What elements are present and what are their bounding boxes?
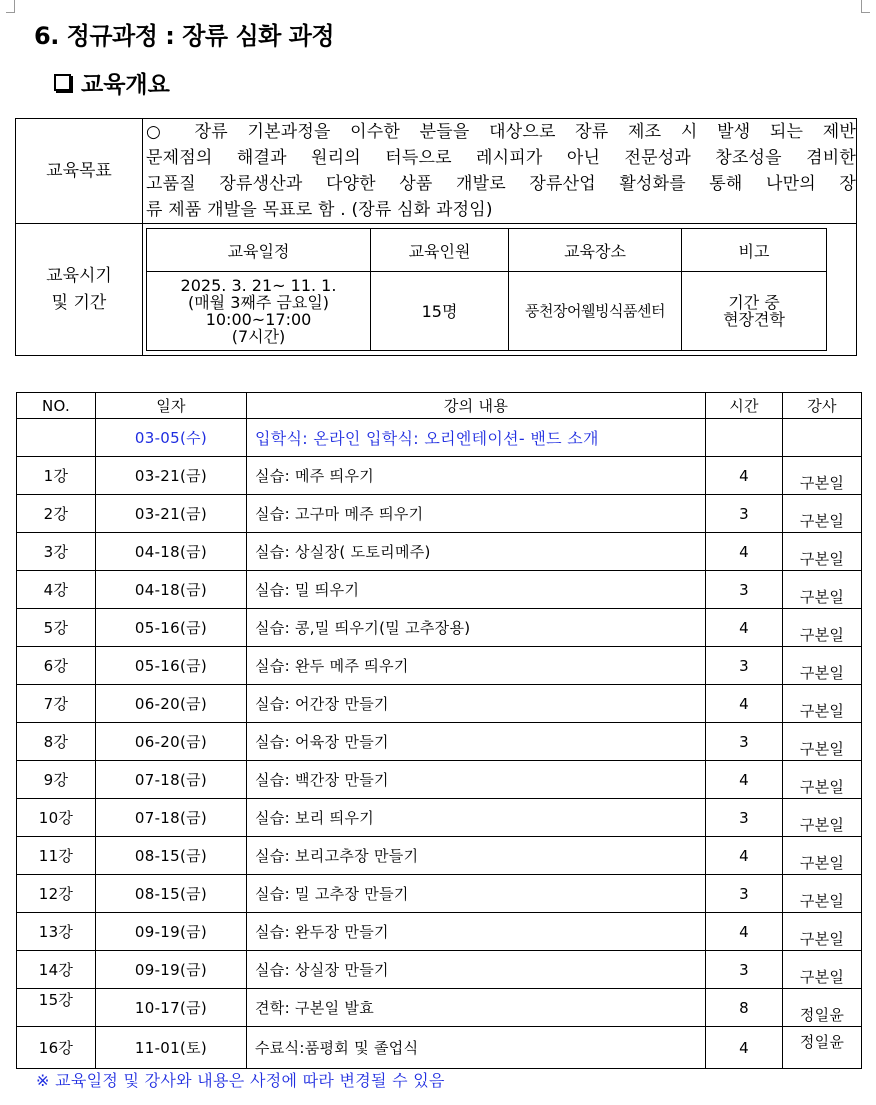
row-hours: 4 [706,457,783,495]
row-date: 11-01(토) [96,1027,247,1069]
row-date: 03-21(금) [96,495,247,533]
row-date: 10-17(금) [96,989,247,1027]
row-no: 13강 [17,913,96,951]
goal-line: 류 제품 개발을 목표로 함 . (장류 심화 과정임) [146,200,493,220]
goal-line: ○ 장류 기본과정을 이수한 분들을 대상으로 장류 제조 시 발생 되는 제반 [146,122,856,142]
row-instructor: 구본일 [783,799,862,837]
row-content: 견학: 구본일 발효 [247,989,706,1027]
period-label-line: 교육시기 [46,266,112,287]
header-no: NO. [17,393,96,419]
row-content: 실습: 밀 띄우기 [247,571,706,609]
row-hours: 8 [706,989,783,1027]
row-date: 08-15(금) [96,875,247,913]
row-no: 15강 [17,981,96,1019]
inner-header-location: 교육장소 [509,229,682,272]
row-instructor: 구본일 [783,685,862,723]
row-date: 07-18(금) [96,761,247,799]
row-date: 03-21(금) [96,457,247,495]
schedule-line: 10:00~17:00 [205,310,312,329]
table-row [17,495,862,533]
row-no: 16강 [17,1027,96,1069]
row-date: 04-18(금) [96,533,247,571]
row-hours: 4 [706,533,783,571]
table-row [17,799,862,837]
goal-text [143,119,857,224]
schedule-line: (매월 3째주 금요일) [187,293,330,312]
goal-line: 고품질 장류생산과 다양한 상품 개발로 장류산업 활성화를 통해 나만의 장 [146,174,856,194]
row-instructor: 구본일 [783,609,862,647]
row-date: 05-16(금) [96,609,247,647]
capacity-value: 15명 [371,272,509,351]
row-instructor: 구본일 [783,533,862,571]
overview-table [15,118,857,356]
orientation-row [17,419,862,457]
row-instructor: 구본일 [783,837,862,875]
row-instructor: 구본일 [783,875,862,913]
footnote: ※ 교육일정 및 강사와 내용은 사정에 따라 변경될 수 있음 [36,1071,445,1090]
header-content: 강의 내용 [247,393,706,419]
row-content: 실습: 어육장 만들기 [247,723,706,761]
period-label [16,224,143,356]
inner-header-remarks: 비고 [682,229,827,272]
table-row [17,761,862,799]
row-no: 3강 [17,533,96,571]
inner-header-schedule: 교육일정 [147,229,371,272]
row-no: 7강 [17,685,96,723]
period-cell [143,224,857,356]
table-row [17,951,862,989]
row-date: 09-19(금) [96,951,247,989]
row-content: 실습: 보리고추장 만들기 [247,837,706,875]
row-no: 9강 [17,761,96,799]
row-instructor [783,419,862,457]
row-hours: 4 [706,913,783,951]
row-instructor: 구본일 [783,951,862,989]
row-date: 09-19(금) [96,913,247,951]
table-row [17,685,862,723]
row-no: 10강 [17,799,96,837]
row-instructor: 정일윤 [783,1027,862,1069]
row-instructor: 구본일 [783,571,862,609]
row-hours: 4 [706,837,783,875]
period-label-line: 및 기간 [51,292,107,313]
row-content: 실습: 어간장 만들기 [247,685,706,723]
checkbox-square-icon [54,74,71,91]
row-content: 실습: 상실장( 도토리메주) [247,533,706,571]
row-content: 실습: 콩,밀 띄우기(밀 고추장용) [247,609,706,647]
table-row [17,571,862,609]
row-no: 6강 [17,647,96,685]
schedule-value [147,272,371,351]
row-content: 실습: 백간장 만들기 [247,761,706,799]
row-hours: 4 [706,1027,783,1069]
header-instructor: 강사 [783,393,862,419]
row-date: 08-15(금) [96,837,247,875]
table-row [17,837,862,875]
section-heading-text: 교육개요 [81,72,170,98]
row-instructor: 구본일 [783,647,862,685]
row-content: 실습: 고구마 메주 띄우기 [247,495,706,533]
remarks-value [682,272,827,351]
row-hours: 3 [706,571,783,609]
row-instructor: 구본일 [783,457,862,495]
row-instructor: 정일윤 [783,989,862,1027]
remarks-line: 현장견학 [723,310,785,329]
row-content: 실습: 보리 띄우기 [247,799,706,837]
row-no: 11강 [17,837,96,875]
row-no: 1강 [17,457,96,495]
row-instructor: 구본일 [783,913,862,951]
table-row [17,1027,862,1069]
schedule-table [16,392,862,1069]
row-date: 07-18(금) [96,799,247,837]
page-corner-mark-right [861,0,870,13]
row-instructor: 구본일 [783,495,862,533]
goal-label: 교육목표 [16,119,143,224]
row-hours: 3 [706,723,783,761]
row-hours: 3 [706,647,783,685]
table-row [17,457,862,495]
row-content: 수료식:품평회 및 졸업식 [247,1027,706,1069]
table-row [17,989,862,1027]
remarks-line: 기간 중 [728,293,780,312]
row-content: 입학식: 온라인 입학식: 오리엔테이션- 밴드 소개 [247,419,706,457]
row-no [17,419,96,457]
table-row [17,913,862,951]
section-heading [54,66,170,99]
row-hours: 4 [706,685,783,723]
period-detail-table [146,228,827,351]
row-content: 실습: 완두장 만들기 [247,913,706,951]
header-date: 일자 [96,393,247,419]
row-no: 14강 [17,951,96,989]
page-title: 6. 정규과정 : 장류 심화 과정 [34,22,335,50]
row-hours: 4 [706,761,783,799]
table-row [17,647,862,685]
location-value: 풍천장어웰빙식품센터 [509,272,682,351]
row-content: 실습: 밀 고추장 만들기 [247,875,706,913]
row-hours: 3 [706,495,783,533]
row-content: 실습: 상실장 만들기 [247,951,706,989]
goal-line: 문제점의 해결과 원리의 터득으로 레시피가 아닌 전문성과 창조성을 겸비한 [146,148,856,168]
schedule-line: (7시간) [231,327,286,346]
row-date: 06-20(금) [96,723,247,761]
row-content: 실습: 완두 메주 띄우기 [247,647,706,685]
row-hours [706,419,783,457]
row-date: 04-18(금) [96,571,247,609]
schedule-line: 2025. 3. 21~ 11. 1. [180,276,337,295]
table-row [17,875,862,913]
row-no: 8강 [17,723,96,761]
row-content: 실습: 메주 띄우기 [247,457,706,495]
row-no: 2강 [17,495,96,533]
row-date: 03-05(수) [96,419,247,457]
table-row [17,609,862,647]
row-date: 06-20(금) [96,685,247,723]
page-corner-mark-left [6,0,15,13]
header-hours: 시간 [706,393,783,419]
table-row [17,533,862,571]
row-hours: 3 [706,951,783,989]
row-no: 5강 [17,609,96,647]
row-date: 05-16(금) [96,647,247,685]
row-hours: 4 [706,609,783,647]
row-instructor: 구본일 [783,761,862,799]
table-row [17,723,862,761]
row-instructor: 구본일 [783,723,862,761]
inner-header-capacity: 교육인원 [371,229,509,272]
row-hours: 3 [706,875,783,913]
row-hours: 3 [706,799,783,837]
row-no: 4강 [17,571,96,609]
row-no: 12강 [17,875,96,913]
